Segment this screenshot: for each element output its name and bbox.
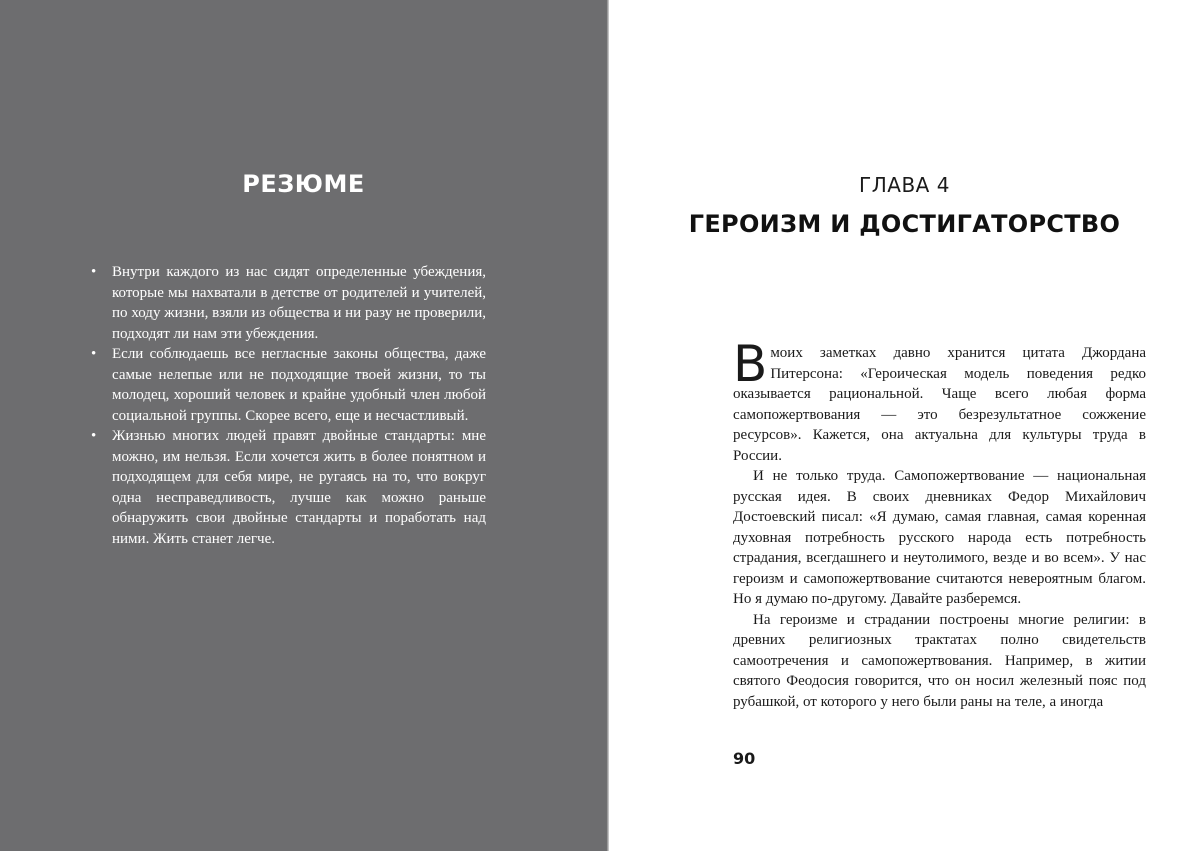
summary-item-text: Внутри каждого из нас сидят определенные убеждения, которые мы нахватали в детстве от родителей и учителей, по ходу жизни, взяли из общества и ни разу не проверили, подходят ли нам эти убеждения. (112, 264, 486, 342)
body-paragraph (733, 335, 1146, 466)
drop-cap: В (733, 335, 768, 393)
summary-item-text: Жизнью многих людей правят двойные стандарты: мне можно, им нельзя. Если хочется жить в более понятном и подходящем для себя мире, не ругаясь на то, что вокруг одна несправедливость, лучше как можно раньше обнаружить свои двойные стандарты и поработать над ними. Жить станет легче. (112, 428, 486, 547)
summary-item (88, 262, 486, 344)
summary-item (88, 344, 486, 426)
summary-item-text: Если соблюдаешь все негласные законы общества, даже самые нелепые или не подходящие твоей жизни, то ты молодец, хороший человек и крайне удобный член любой социальной группы. Скорее всего, еще и несчастливый. (112, 346, 486, 424)
bullet-icon: • (91, 264, 97, 280)
bullet-icon: • (91, 346, 97, 362)
chapter-label: ГЛАВА 4 (859, 173, 950, 197)
paragraph-text: моих заметках давно хранится цитата Джордана Питерсона: «Героическая модель поведения редко оказывается рациональной. Чаще всего любая форма самопожертвования — это безрезультатное сожжение ресурсов». Кажется, она актуальна для культуры труда в России. (733, 345, 1146, 464)
summary-item (88, 426, 486, 549)
summary-list (88, 262, 486, 549)
page-number: 90 (733, 749, 756, 768)
summary-title: РЕЗЮМЕ (242, 170, 365, 198)
chapter-title: ГЕРОИЗМ И ДОСТИГАТОРСТВО (688, 210, 1121, 238)
bullet-icon: • (91, 428, 97, 444)
chapter-body (733, 335, 1146, 712)
body-paragraph: На героизме и страдании построены многие религии: в древних религиозных трактатах полно свидетельств самоотречения и самопожертвования. Например, в житии святого Феодосия говорится, что он носил железный пояс под рубашкой, от которого у него были раны на теле, а иногда (733, 611, 1146, 710)
body-paragraph: И не только труда. Самопожертвование — национальная русская идея. В своих дневниках Федор Михайлович Достоевский писал: «Я думаю, самая главная, самая коренная духовная потребность русского народа есть потребность страдания, всегдашнего и неутолимого, везде и во всем». У нас героизм и самопожертвование считаются невероятным благом. Но я думаю по-другому. Давайте разберемся. (733, 468, 1146, 607)
